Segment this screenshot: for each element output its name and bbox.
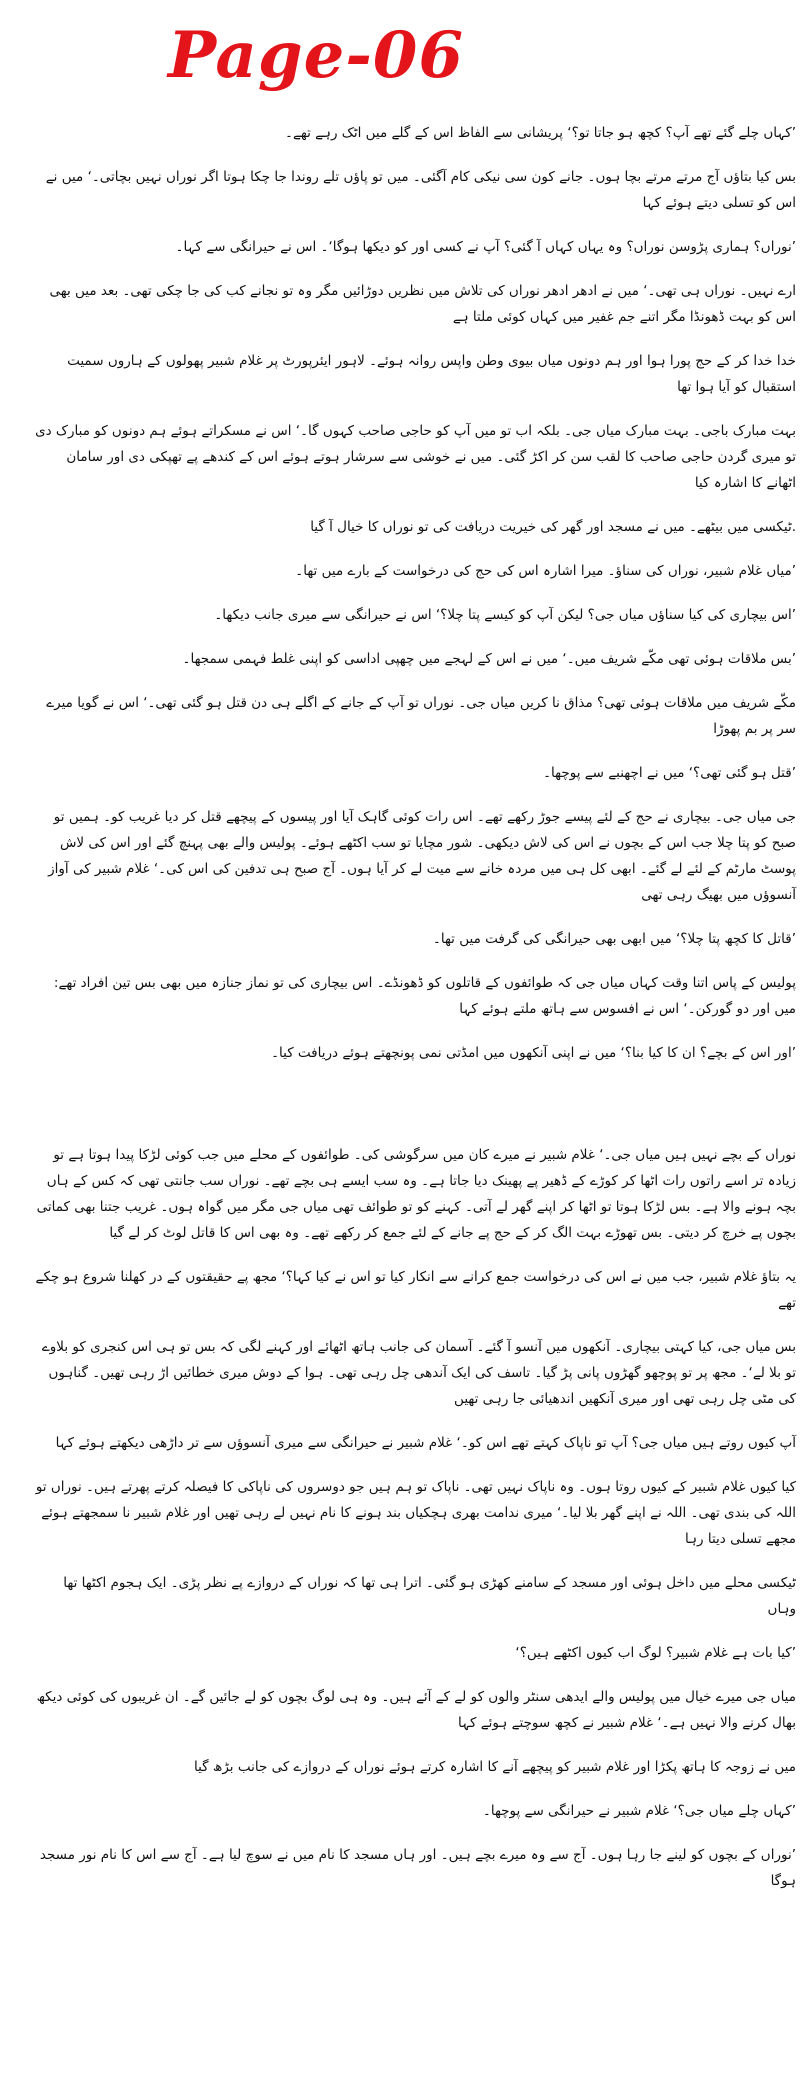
paragraph: ’کیا بات ہے غلام شبیر؟ لوگ اب کیوں اکٹھے ہیں؟‘ [515,1645,796,1661]
paragraph: بس میاں جی، کیا کہتی بیچاری۔ آنکھوں میں آنسو آ گئے۔ آسمان کی جانب ہاتھ اٹھائے اور کہنے لگی کہ بس تو ہی اس کنجری کو بلاوے تو بلا لے‘۔ مجھ پر تو پوچھو گھڑوں پانی پڑ گیا۔ تاسف کی ایک آندھی چل رہی تھی۔ ہوا کے دوش میری خطائیں اڑ رہی تھیں۔ گناہوں کی مٹی چل رہی تھی اور میری آنکھیں اندھیائی جا رہی تھیں [41,1339,796,1407]
paragraph: میں نے زوجہ کا ہاتھ پکڑا اور غلام شبیر کو پیچھے آنے کا اشارہ کرتے ہوئے نوراں کے دروازے کی جانب بڑھ گیا [193,1759,796,1775]
paragraph: ’میاں غلام شبیر، نوراں کی سناؤ۔ میرا اشارہ اس کی حج کی درخواست کے بارے میں تھا۔ [295,563,796,579]
paragraph: ’قاتل کا کچھ پتا چلا؟‘ میں ابھی بھی حیرانگی کی گرفت میں تھا۔ [432,931,796,947]
paragraph: جی میاں جی۔ بیچاری نے حج کے لئے پیسے جوڑ رکھے تھے۔ اس رات کوئی گاہک آیا اور پیسوں کے پیچھے قتل کر دیا غریب کو۔ ہمیں تو صبح کو پتا چلا جب اس کے بچوں نے اس کی لاش دیکھی۔ شور مچایا تو سب اکٹھے ہوئے۔ پولیس والے بھی پہنچ گئے اور اس کی لاش پوسٹ مارٹم کے لئے لے گئے۔ ابھی کل ہی میں مردہ خانے سے میت لے کر آیا ہوں۔ آج صبح ہی تدفین کی اس کی۔‘ غلام شبیر کی آواز آنسوؤں میں بھیگ رہی تھی [48,809,796,903]
paragraph: یہ بتاؤ غلام شبیر، جب میں نے اس کی درخواست جمع کرانے سے انکار کیا تو اس نے کیا کہا؟‘ مجھ پے حقیقتوں کے در کھلنا شروع ہو چکے تھے [35,1269,796,1311]
story-text [34,120,796,1912]
paragraph: ’بس ملاقات ہوئی تھی مکّے شریف میں۔‘ میں نے اس کے لہجے میں چھپی اداسی کو اپنی غلط فہمی سمجھا۔ [182,651,796,667]
paragraph: ’اس بیچاری کی کیا سناؤں میاں جی؟ لیکن آپ کو کیسے پتا چلا؟‘ اس نے حیرانگی سے میری جانب دیکھا۔ [214,607,796,623]
paragraph: ’قتل ہو گئی تھی؟‘ میں نے اچھنبے سے پوچھا۔ [543,765,796,781]
paragraph: پولیس کے پاس اتنا وقت کہاں میاں جی کہ طوائفوں کے قاتلوں کو ڈھونڈے۔ اس بیچاری کی تو نماز جنازہ میں بھی بس تین افراد تھے: میں اور دو گورکن۔‘ اس نے افسوس سے ہاتھ ملتے ہوئے کہا [53,975,796,1017]
paragraph: ’اور اس کے بچے؟ ان کا کیا بنا؟‘ میں نے اپنی آنکھوں میں امڈتی نمی پونچھتے ہوئے دریافت کیا۔ [271,1045,796,1061]
section-gap [34,1084,796,1142]
paragraph: کیا کیوں غلام شبیر کے کیوں روتا ہوں۔ وہ ناپاک نہیں تھی۔ ناپاک تو ہم ہیں جو دوسروں کی ناپاکی کا فیصلہ کرتے پھرتے ہیں۔ نوراں تو اللہ کی بندی تھی۔ اللہ نے اپنے گھر بلا لیا۔‘ میری ندامت بھری ہچکیاں بند ہونے کا نام نہیں لے رہی تھیں اور غلام شبیر نا سمجھتے ہوئے مجھے تسلی دیتا رہا [35,1479,796,1547]
paragraph: ’نوراں؟ ہماری پڑوسن نوراں؟ وہ یہاں کہاں آ گئی؟ آپ نے کسی اور کو دیکھا ہوگا‘۔ اس نے حیرانگی سے کہا۔ [175,239,796,255]
paragraph: بہت مبارک باجی۔ بہت مبارک میاں جی۔ بلکہ اب تو میں آپ کو حاجی صاحب کہوں گا۔‘ اس نے مسکراتے ہوئے ہم دونوں کو مبارک دی تو میری گردن حاجی صاحب کا لقب سن کر اکڑ گئی۔ میں نے خوشی سے سرشار ہوتے ہوئے اس کے کندھے پے تھپکی دی اور سامان اٹھانے کا اشارہ کیا [35,423,796,491]
paragraph: خدا خدا کر کے حج پورا ہوا اور ہم دونوں میاں بیوی وطن واپس روانہ ہوئے۔ لاہور ایئرپورٹ پر غلام شبیر پھولوں کے ہاروں سمیت استقبال کو آیا ہوا تھا [67,353,796,395]
paragraph: بس کیا بتاؤں آج مرتے مرتے بچا ہوں۔ جانے کون سی نیکی کام آگئی۔ میں تو پاؤں تلے روندا جا چکا ہوتا اگر نوراں نہیں بچاتی۔‘ میں نے اس کو تسلی دیتے ہوئے کہا [45,169,796,211]
paragraph: نوراں کے بچے نہیں ہیں میاں جی۔‘ غلام شبیر نے میرے کان میں سرگوشی کی۔ طوائفوں کے محلے میں جب کوئی لڑکا پیدا ہوتا ہے تو زیادہ تر اسے راتوں رات اٹھا کر کوڑے کے ڈھیر پے پھینک دیا جاتا ہے۔ وہ سب ایسے ہی بچے تھے۔ نوراں سب جانتی تھی کہ کس کے ہاں بچہ ہونے والا ہے۔ بس لڑکا ہوتا تو اٹھا کر اپنے گھر لے آتی۔ کہنے کو تو طوائف تھی میاں جی مگر میں گواہ ہوں۔ غریب جتنا بھی کماتی بچوں پے خرچ کر دیتی۔ بس تھوڑے بہت الگ کر کے حج پے جانے کے لئے جمع کر رکھے تھے۔ وہ بھی اس کا قاتل لوٹ کر لے گیا [36,1147,796,1241]
paragraph: ارے نہیں۔ نوراں ہی تھی۔‘ میں نے ادھر ادھر نوراں کی تلاش میں نظریں دوڑائیں مگر وہ تو نجانے کب کی جا چکی تھی۔ بعد میں بھی اس کو بہت ڈھونڈا مگر اتنے جم غفیر میں کہاں کوئی ملتا ہے [49,283,796,325]
paragraph: .ٹیکسی میں بیٹھے۔ میں نے مسجد اور گھر کی خیریت دریافت کی تو نوراں کا خیال آ گیا [310,519,796,535]
paragraph: مکّے شریف میں ملاقات ہوئی تھی؟ مذاق نا کریں میاں جی۔ نوراں تو آپ کے جانے کے اگلے ہی دن قتل ہو گئی تھی۔‘ اس نے گویا میرے سر پر بم پھوڑا [46,695,796,737]
paragraph: آپ کیوں روتے ہیں میاں جی؟ آپ تو ناپاک کہتے تھے اس کو۔‘ غلام شبیر نے حیرانگی سے میری آنسوؤں سے تر داڑھی دیکھتے ہوئے کہا [55,1435,796,1451]
paragraph: ٹیکسی محلے میں داخل ہوئی اور مسجد کے سامنے کھڑی ہو گئی۔ اترا ہی تھا کہ نوراں کے دروازے پے نظر پڑی۔ ایک ہجوم اکٹھا تھا وہاں [63,1575,796,1617]
page-title: Page-06 [168,18,464,93]
paragraph: میاں جی میرے خیال میں پولیس والے ایدھی سنٹر والوں کو لے کے آئے ہیں۔ وہ ہی لوگ بچوں کو لے جائیں گے۔ ان غریبوں کی کوئی دیکھ بھال کرنے والا نہیں ہے۔‘ غلام شبیر نے کچھ سوچتے ہوئے کہا [36,1689,796,1731]
paragraph: ’کہاں چلے گئے تھے آپ؟ کچھ ہو جاتا تو؟‘ پریشانی سے الفاظ اس کے گلے میں اٹک رہے تھے۔ [285,125,796,141]
paragraph: ’کہاں چلے میاں جی؟‘ غلام شبیر نے حیرانگی سے پوچھا۔ [482,1803,796,1819]
paragraph: ’نوراں کے بچوں کو لینے جا رہا ہوں۔ آج سے وہ میرے بچے ہیں۔ اور ہاں مسجد کا نام میں نے سوچ لیا ہے۔ آج سے اس کا نام نور مسجد ہوگا [39,1847,796,1889]
